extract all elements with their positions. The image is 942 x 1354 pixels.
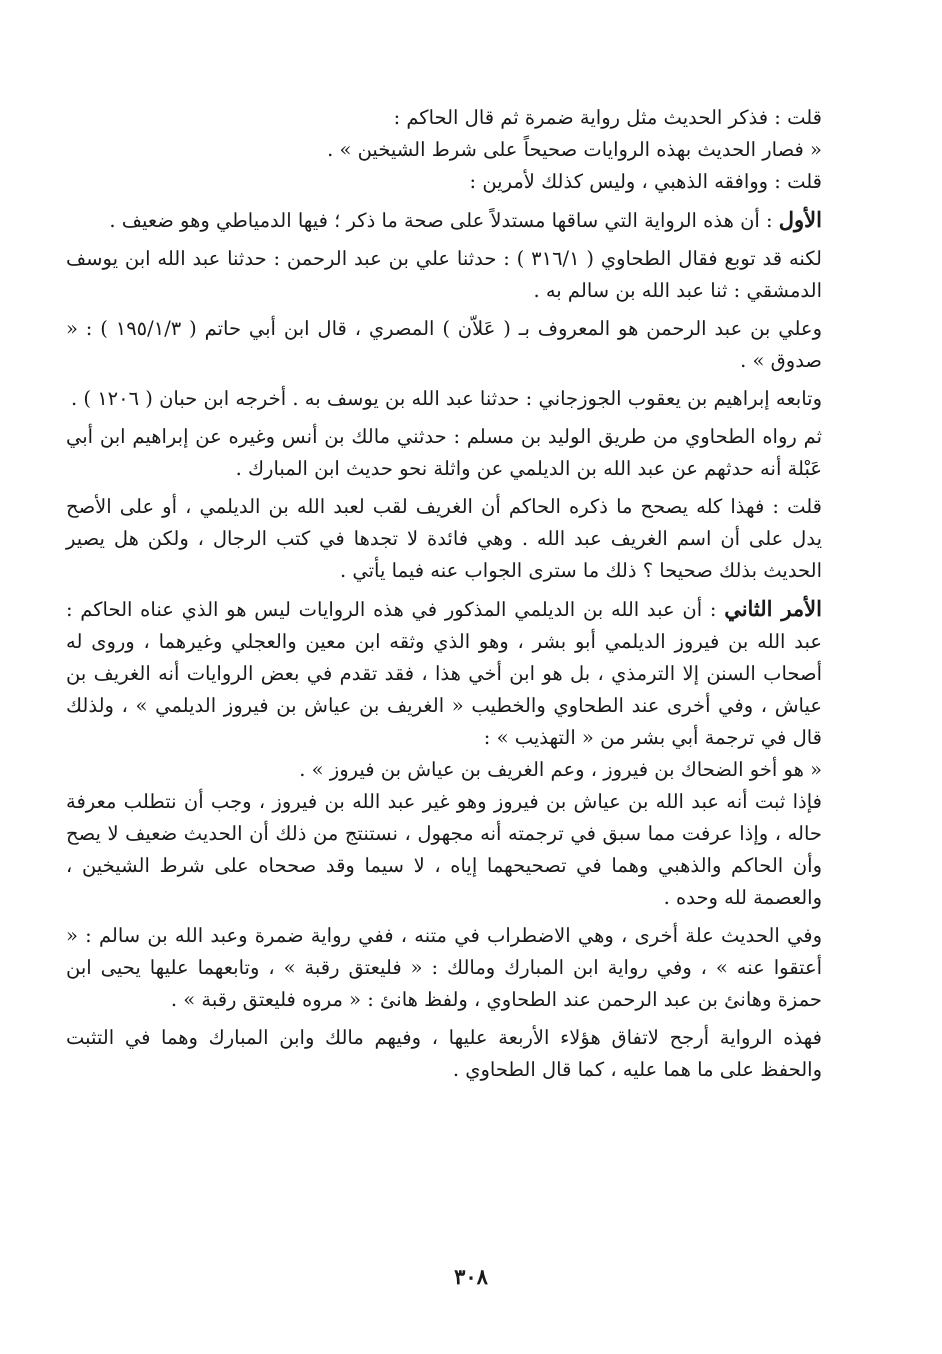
paragraph-text: : أن هذه الرواية التي ساقها مستدلاً على صحة ما ذكر ؛ فيها الدمياطي وهو ضعيف .	[109, 209, 779, 232]
paragraph	[66, 786, 822, 914]
paragraph	[66, 754, 822, 786]
paragraph	[66, 491, 822, 587]
section-heading: الأول	[778, 207, 822, 232]
paragraph	[66, 313, 822, 377]
paragraph	[66, 166, 822, 198]
paragraph	[66, 383, 822, 415]
paragraph-text: « هو أخو الضحاك بن فيروز ، وعم الغريف بن عياش بن فيروز » .	[299, 758, 822, 781]
paragraph-text: ثم رواه الطحاوي من طريق الوليد بن مسلم : حدثني مالك بن أنس وغيره عن إبراهيم ابن أبي عَبْلة أنه حدثهم عن عبد الله بن الديلمي عن واثلة نحو حديث ابن المبارك .	[66, 425, 822, 480]
paragraph	[66, 593, 822, 754]
paragraph	[66, 421, 822, 485]
paragraph	[66, 1022, 822, 1086]
paragraph-text: قلت : فهذا كله يصحح ما ذكره الحاكم أن الغريف لقب لعبد الله بن الديلمي ، أو على الأصح يدل على أن اسم الغريف عبد الله . وهي فائدة لا تجدها في كتب الرجال ، ولكن هل يصير الحديث بذلك صحيحا ؟ ذلك ما سترى الجواب عنه فيما يأتي .	[66, 495, 822, 582]
paragraph	[66, 134, 822, 166]
paragraph-text: فهذه الرواية أرجح لاتفاق هؤلاء الأربعة عليها ، وفيهم مالك وابن المبارك وهما في التثبت والحفظ على ما هما عليه ، كما قال الطحاوي .	[66, 1026, 822, 1081]
paragraph	[66, 920, 822, 1016]
paragraph-text: قلت : ووافقه الذهبي ، وليس كذلك لأمرين :	[469, 170, 822, 193]
page-number: ٣٠٨	[454, 1264, 488, 1289]
paragraph-text: وفي الحديث علة أخرى ، وهي الاضطراب في متنه ، ففي رواية ضمرة وعبد الله بن سالم : « أعتقوا عنه » ، وفي رواية ابن المبارك ومالك : « فليعتق رقبة » ، وتابعهما عليها يحيى ابن حمزة وهانئ بن عبد الرحمن عند الطحاوي ، ولفظ هانئ : « مروه فليعتق رقبة » .	[66, 924, 822, 1011]
paragraph-text: فإذا ثبت أنه عبد الله بن عياش بن فيروز وهو غير عبد الله بن فيروز ، وجب أن نتطلب معرفة حاله ، وإذا عرفت مما سبق في ترجمته أنه مجهول ، نستنتج من ذلك أن الحديث ضعيف لا يصح وأن الحاكم والذهبي وهما في تصحيحهما إياه ، لا سيما وقد صححاه على شرط الشيخين ، والعصمة لله وحده .	[66, 790, 822, 909]
section-heading: الأمر الثاني	[724, 596, 822, 621]
body-text	[66, 102, 822, 1086]
paragraph-text: لكنه قد توبع فقال الطحاوي ( ٣١٦/١ ) : حدثنا علي بن عبد الرحمن : حدثنا عبد الله ابن يوسف الدمشقي : ثنا عبد الله بن سالم به .	[66, 247, 822, 302]
paragraph	[66, 243, 822, 307]
paragraph-text: : أن عبد الله بن الديلمي المذكور في هذه الروايات ليس هو الذي عناه الحاكم : عبد الله بن فيروز الديلمي أبو بشر ، وهو الذي وثقه ابن معين والعجلي وغيرهما ، وروى له أصحاب السنن إلا الترمذي ، بل هو ابن أخي هذا ، فقد تقدم في بعض الروايات أنه الغريف بن عياش ، وفي أخرى عند الطحاوي والخطيب « الغريف بن عياش بن فيروز الديلمي » ، ولذلك قال في ترجمة أبي بشر من « التهذيب » :	[66, 598, 822, 749]
paragraph-text: وعلي بن عبد الرحمن هو المعروف بـ ( عَلاّن ) المصري ، قال ابن أبي حاتم ( ١٩٥/١/٣ ) : « صدوق » .	[66, 317, 822, 372]
paragraph-text: « فصار الحديث بهذه الروايات صحيحاً على شرط الشيخين » .	[327, 138, 822, 161]
paragraph	[66, 204, 822, 237]
paragraph-text: وتابعه إبراهيم بن يعقوب الجوزجاني : حدثنا عبد الله بن يوسف به . أخرجه ابن حبان ( ١٢٠٦ ) .	[71, 387, 822, 410]
paragraph-text: قلت : فذكر الحديث مثل رواية ضمرة ثم قال الحاكم :	[393, 106, 822, 129]
paragraph	[66, 102, 822, 134]
